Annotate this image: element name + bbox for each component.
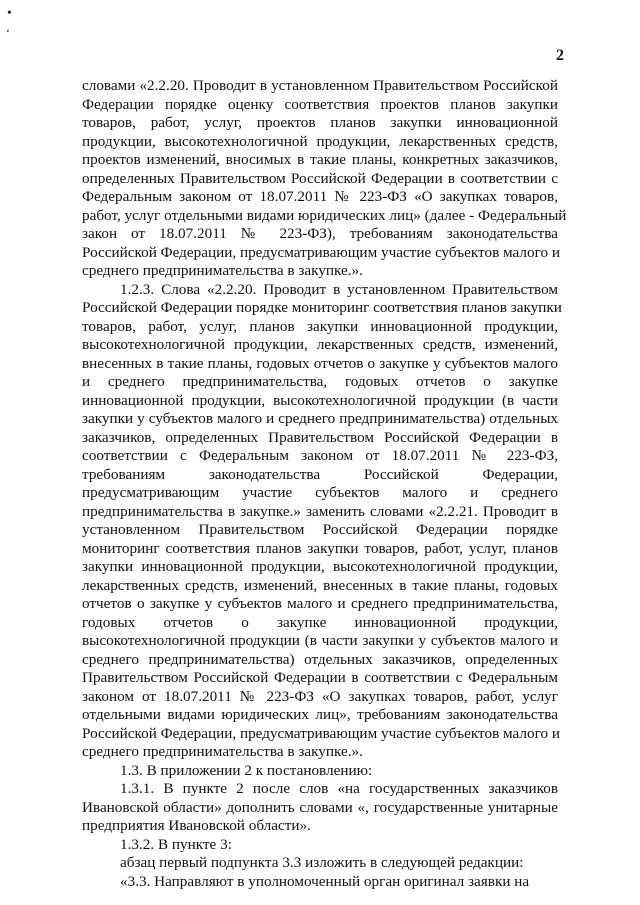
text-line: Федерации порядке оценку соответствия проектов планов закупки <box>82 95 558 113</box>
text-line: и среднего предпринимательства, годовых отчетов о закупке <box>82 373 558 390</box>
text-line: требованиям законодательства Российской Федерации, <box>82 465 558 483</box>
paragraph <box>82 77 567 281</box>
text-line: продукции, высокотехнологичной продукции, лекарственных средств, <box>82 132 558 150</box>
text-line: 1.2.3. Слова «2.2.20. Проводит в установленном Правительством <box>120 280 558 298</box>
text-line: Ивановской области» дополнить словами «, государственные унитарные <box>82 798 558 816</box>
text-line: предпринимательства в закупке.» заменить словами «2.2.21. Проводит в <box>82 502 558 520</box>
text-line: закупки инновационной продукции, высокотехнологичной продукции, <box>82 558 558 575</box>
paragraph <box>82 762 558 781</box>
text-line: инновационной продукции, высокотехнологичной продукции (в части <box>82 391 558 409</box>
text-line: Правительством Российской Федерации в соответствии с Федеральным <box>82 669 558 686</box>
text-line: установленном Правительством Российской Федерации порядке <box>82 521 558 538</box>
text-line: Российской Федерации порядке мониторинг соответствия планов закупки <box>82 299 562 316</box>
paragraph <box>82 854 558 873</box>
text-line: товаров, работ, услуг, планов закупки инновационной продукции, <box>82 317 558 335</box>
paragraph <box>82 836 558 855</box>
text-line: соответствии с Федеральным законом от 18.07.2011 № 223-ФЗ, <box>82 447 558 464</box>
text-line: высокотехнологичной продукции (в части закупки у субъектов малого и <box>82 632 558 649</box>
text-line: «3.3. Направляют в уполномоченный орган оригинал заявки на <box>120 872 530 890</box>
text-line: предусматривающим участие субъектов малого и среднего <box>82 484 558 501</box>
text-line: Российской Федерации, предусматривающим участие субъектов малого и <box>82 724 560 742</box>
text-line: среднего предпринимательства в закупке.». <box>82 262 363 279</box>
text-line: абзац первый подпункта 3.3 изложить в следующей редакции: <box>120 854 524 871</box>
paragraph <box>82 280 562 762</box>
scan-dot-mark: • <box>7 6 12 21</box>
text-line: годовых отчетов о закупке инновационной продукции, <box>82 613 558 631</box>
text-line: 1.3.1. В пункте 2 после слов «на государственных заказчиков <box>120 780 558 797</box>
text-line: проектов изменений, вносимых в такие планы, конкретных заказчиков, <box>82 151 558 168</box>
text-line: закон от 18.07.2011 № 223-ФЗ), требованиям законодательства <box>82 225 558 242</box>
text-line: 1.3. В приложении 2 к постановлению: <box>120 761 373 779</box>
text-line: внесенных в такие планы, годовых отчетов о закупке у субъектов малого <box>82 354 558 372</box>
text-line: Федеральным законом от 18.07.2011 № 223-ФЗ «О закупках товаров, <box>82 188 558 205</box>
text-line: товаров, работ, услуг, проектов планов закупки инновационной <box>82 114 558 131</box>
text-line: законом от 18.07.2011 № 223-ФЗ «О закупках товаров, работ, услуг <box>82 687 558 705</box>
text-line: работ, услуг отдельными видами юридических лиц» (далее - Федеральный <box>82 206 567 224</box>
text-line: 1.3.2. В пункте 3: <box>120 835 232 853</box>
text-line: отчетов о закупке у субъектов малого и среднего предпринимательства, <box>82 595 558 612</box>
text-line: определенных Правительством Российской Федерации в соответствии с <box>82 169 558 187</box>
paragraph <box>82 873 558 892</box>
text-line: мониторинг соответствия планов закупки товаров, работ, услуг, планов <box>82 539 558 557</box>
text-line: среднего предпринимательства в закупке.». <box>82 743 363 760</box>
text-line: предприятия Ивановской области». <box>82 817 311 834</box>
paragraph <box>82 780 558 836</box>
text-line: словами «2.2.20. Проводит в установленном Правительством Российской <box>82 77 558 94</box>
text-line: высокотехнологичной продукции, лекарственных средств, изменений, <box>82 336 558 353</box>
page-number: 2 <box>556 47 564 64</box>
scan-tick-mark: ‘ <box>6 26 10 40</box>
text-line: среднего предпринимательства) отдельных заказчиков, определенных <box>82 650 558 668</box>
document-body <box>82 77 567 891</box>
text-line: отдельными видами юридических лиц», требованиям законодательства <box>82 706 558 723</box>
text-line: лекарственных средств, изменений, внесенных в такие планы, годовых <box>82 576 558 594</box>
text-line: заказчиков, определенных Правительством Российской Федерации в <box>82 428 558 446</box>
text-line: Российской Федерации, предусматривающим участие субъектов малого и <box>82 243 560 261</box>
text-line: закупки у субъектов малого и среднего предпринимательства) отдельных <box>82 410 558 427</box>
